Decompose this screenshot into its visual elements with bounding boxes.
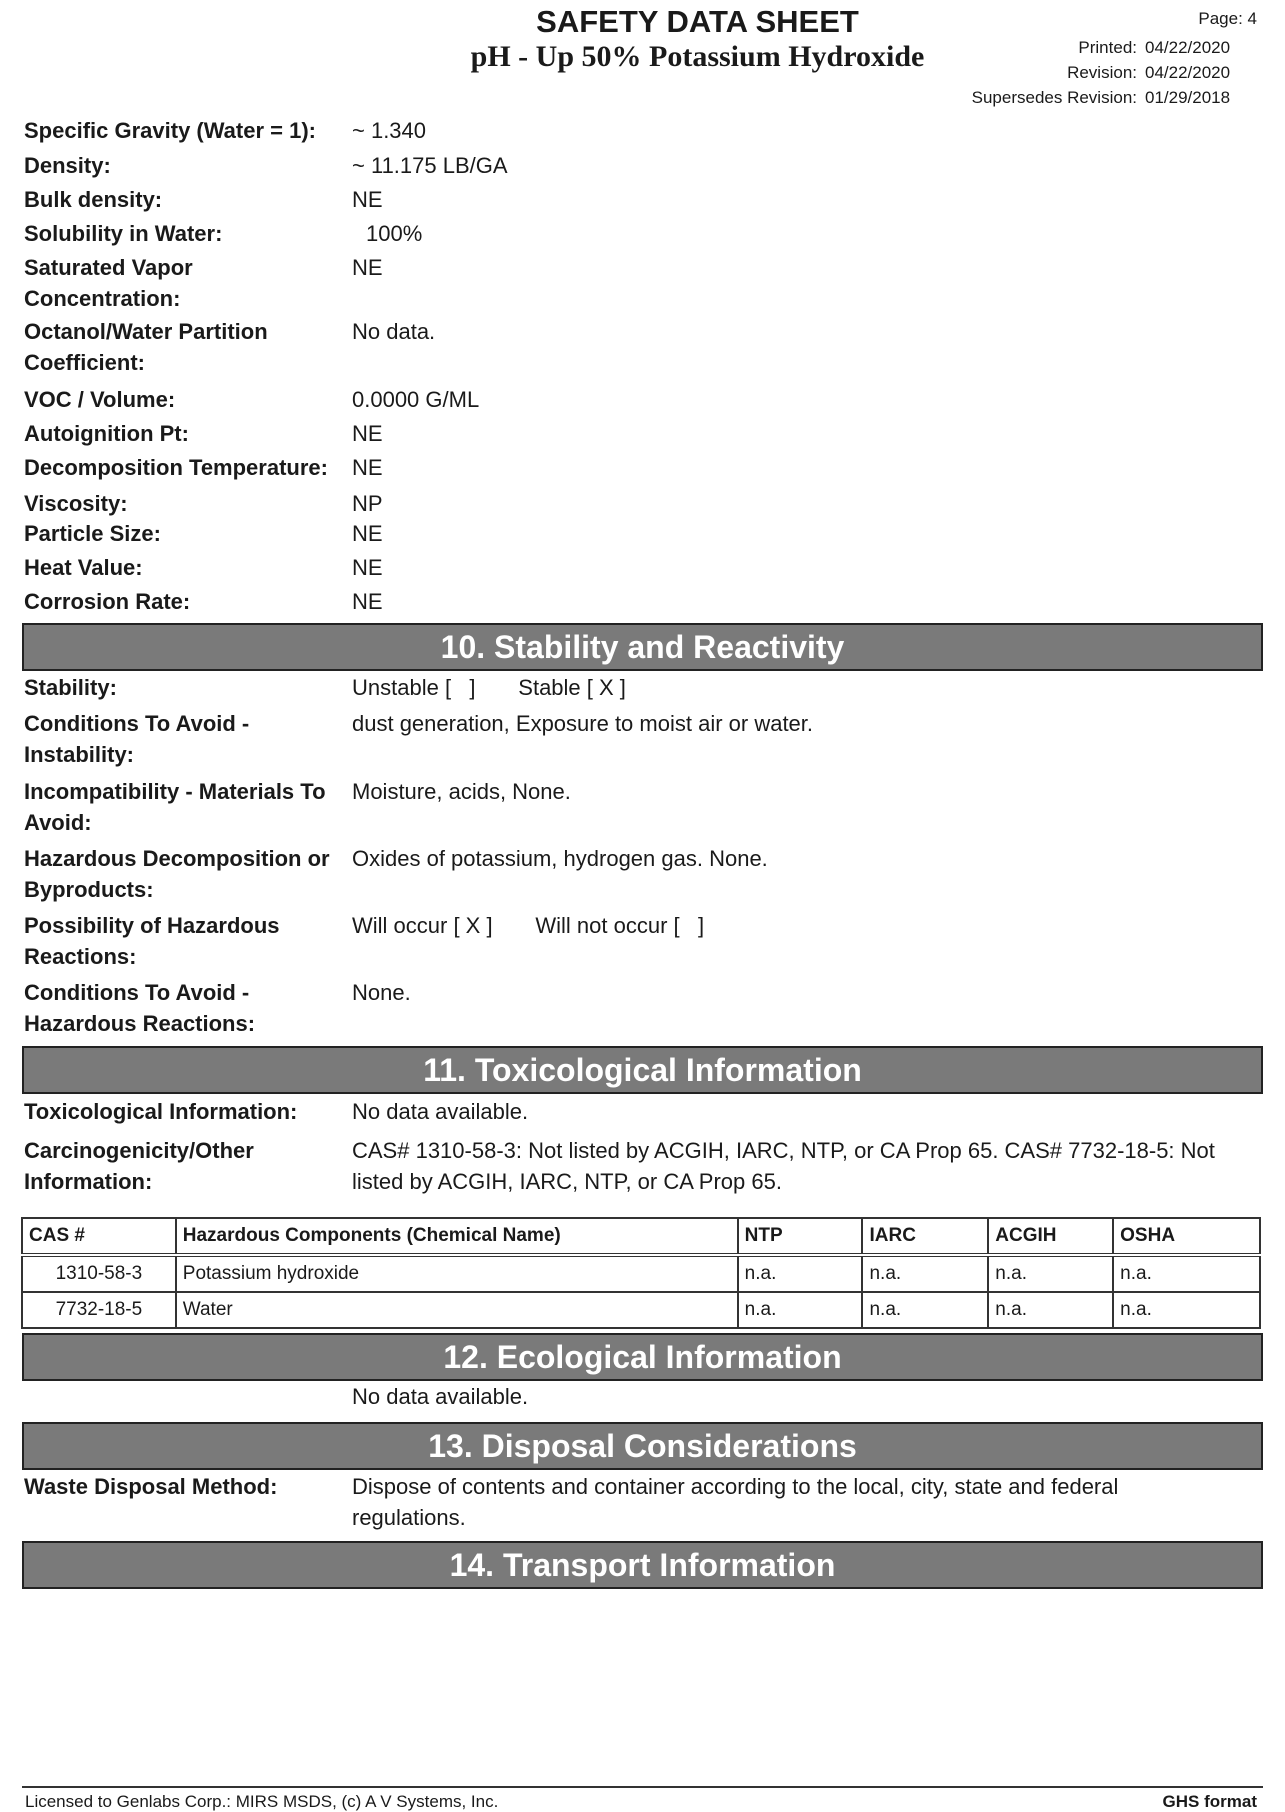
table-cell: n.a. — [1113, 1292, 1260, 1328]
table-cell: n.a. — [738, 1292, 863, 1328]
table-cell: n.a. — [862, 1292, 988, 1328]
column-header: CAS # — [22, 1218, 176, 1255]
column-header: NTP — [738, 1218, 863, 1255]
table-cell: n.a. — [988, 1292, 1113, 1328]
supersedes-date: Supersedes Revision: 01/29/2018 — [971, 88, 1231, 107]
footer-format: GHS format — [1162, 1792, 1257, 1811]
table-cell: 1310-58-3 — [22, 1255, 176, 1292]
table-cell: n.a. — [862, 1255, 988, 1292]
section-11-header: 11. Toxicological Information — [22, 1046, 1263, 1094]
footer-divider — [22, 1786, 1263, 1788]
column-header: Hazardous Components (Chemical Name) — [176, 1218, 738, 1255]
printed-date: Printed: 04/22/2020 — [1078, 38, 1231, 57]
table-header-row — [22, 1218, 1260, 1255]
column-header: ACGIH — [988, 1218, 1113, 1255]
table-cell: n.a. — [988, 1255, 1113, 1292]
product-name: pH - Up 50% Potassium Hydroxide — [470, 40, 925, 73]
table-cell: n.a. — [1113, 1255, 1260, 1292]
table-cell: Water — [176, 1292, 738, 1328]
column-header: IARC — [862, 1218, 988, 1255]
footer-license: Licensed to Genlabs Corp.: MIRS MSDS, (c) A V Systems, Inc. — [25, 1792, 499, 1811]
section-10-header: 10. Stability and Reactivity — [22, 623, 1263, 671]
document-title: SAFETY DATA SHEET — [536, 4, 859, 39]
table-row — [22, 1255, 1260, 1292]
section-13-header: 13. Disposal Considerations — [22, 1422, 1263, 1470]
revision-date: Revision: 04/22/2020 — [1067, 63, 1231, 82]
table-cell: 7732-18-5 — [22, 1292, 176, 1328]
table-cell: n.a. — [738, 1255, 863, 1292]
column-header: OSHA — [1113, 1218, 1260, 1255]
table-row — [22, 1292, 1260, 1328]
page-number: Page: 4 — [1198, 9, 1257, 28]
hazardous-components-table — [21, 1217, 1261, 1329]
table-cell: Potassium hydroxide — [176, 1255, 738, 1292]
section-12-header: 12. Ecological Information — [22, 1333, 1263, 1381]
section-14-header: 14. Transport Information — [22, 1541, 1263, 1589]
